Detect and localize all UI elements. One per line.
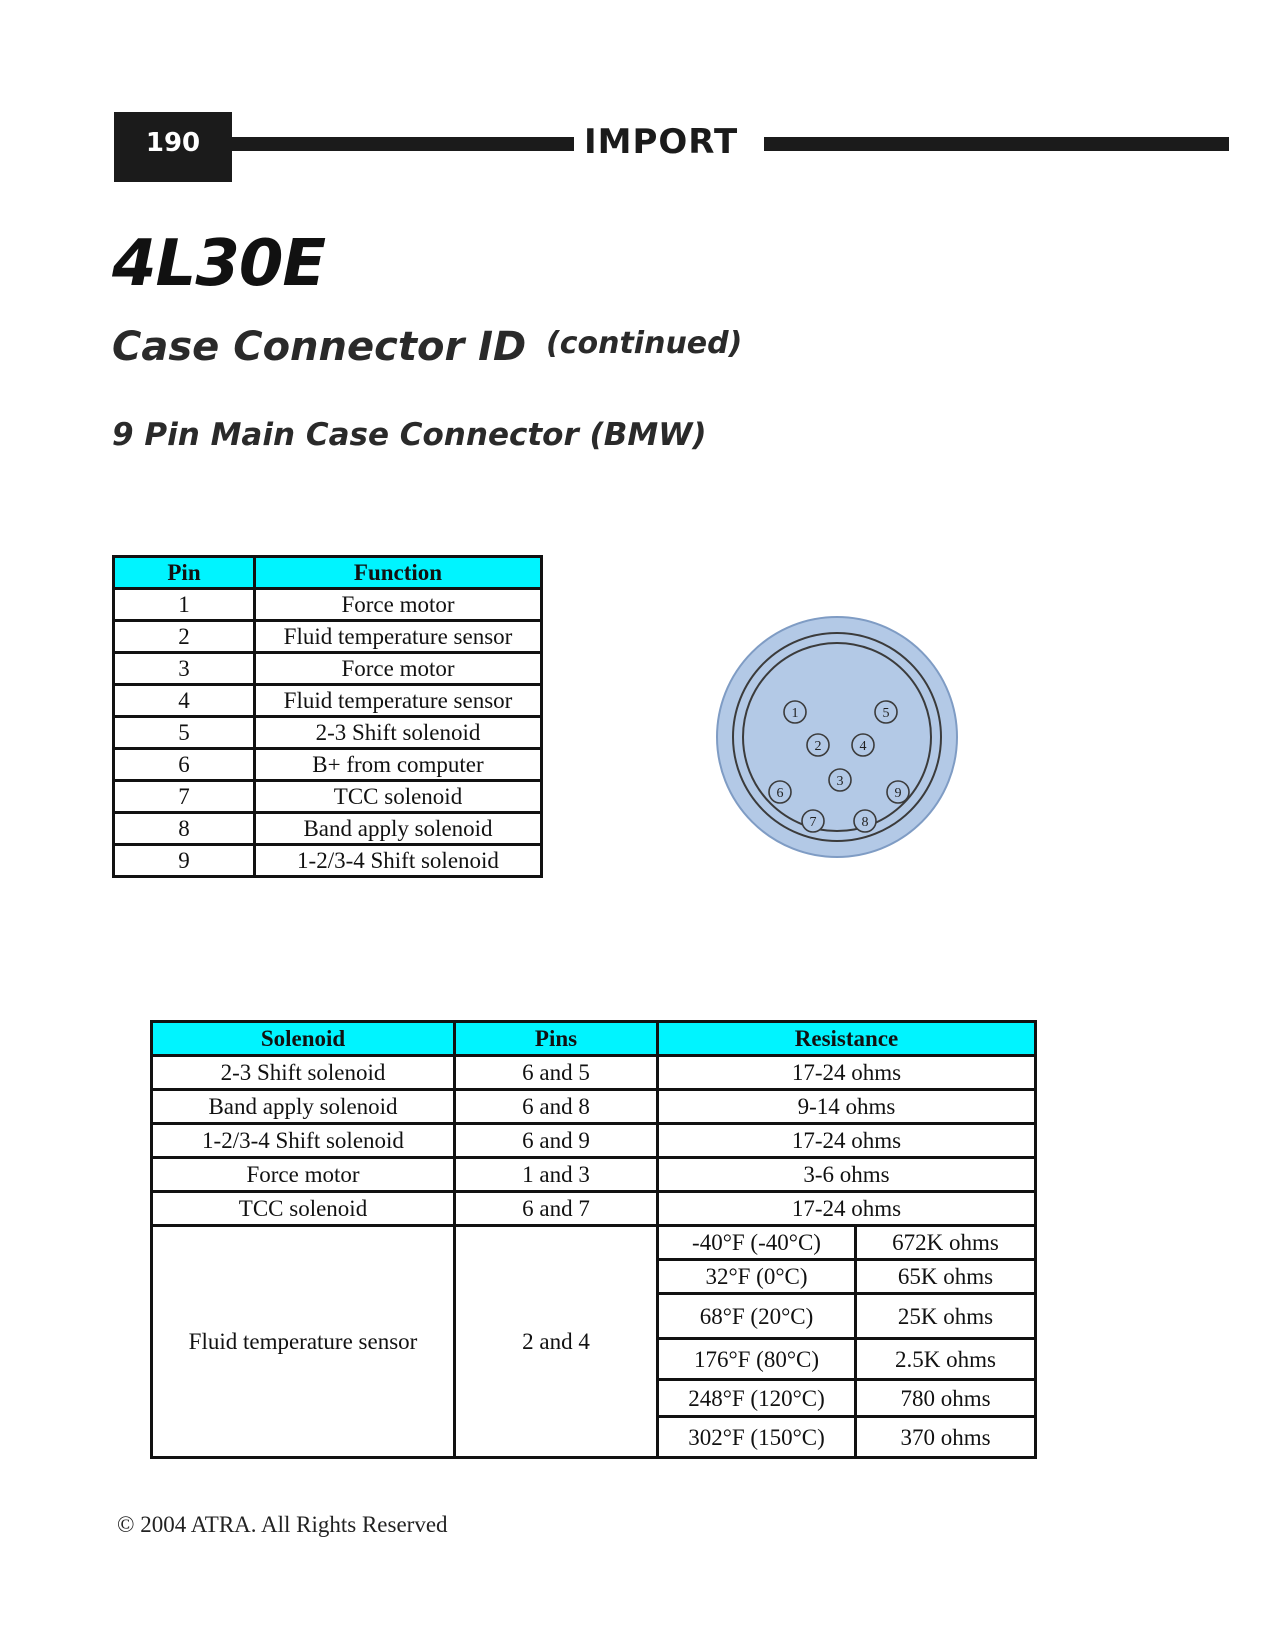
solenoid-cell: 1-2/3-4 Shift solenoid bbox=[152, 1124, 455, 1158]
solenoid-resistance-table bbox=[150, 1020, 1037, 1459]
resistance-cell: 9-14 ohms bbox=[658, 1090, 1036, 1124]
connector-pin-8 bbox=[854, 810, 876, 832]
connector-pin-4 bbox=[852, 734, 874, 756]
pin-cell: 5 bbox=[114, 717, 255, 749]
pin-label: 3 bbox=[836, 774, 844, 789]
column-header-resistance: Resistance bbox=[658, 1022, 1036, 1056]
table-row bbox=[152, 1124, 1036, 1158]
table-row bbox=[152, 1192, 1036, 1226]
function-cell: B+ from computer bbox=[255, 749, 542, 781]
solenoid-cell: Fluid temperature sensor bbox=[152, 1226, 455, 1458]
pins-cell: 6 and 5 bbox=[455, 1056, 658, 1090]
table-row bbox=[152, 1056, 1036, 1090]
table-row bbox=[114, 813, 542, 845]
table-row bbox=[152, 1158, 1036, 1192]
pin-cell: 7 bbox=[114, 781, 255, 813]
temperature-cell: 32°F (0°C) bbox=[658, 1260, 856, 1294]
pin-cell: 2 bbox=[114, 621, 255, 653]
resistance-cell: 17-24 ohms bbox=[658, 1124, 1036, 1158]
column-header-pin: Pin bbox=[114, 557, 255, 589]
solenoid-cell: Force motor bbox=[152, 1158, 455, 1192]
table-row bbox=[152, 1090, 1036, 1124]
function-cell: Force motor bbox=[255, 589, 542, 621]
pin-label: 9 bbox=[894, 786, 902, 801]
table-row bbox=[114, 717, 542, 749]
connector-pin-2 bbox=[807, 734, 829, 756]
pins-cell: 1 and 3 bbox=[455, 1158, 658, 1192]
pin-cell: 4 bbox=[114, 685, 255, 717]
pin-label: 1 bbox=[791, 706, 799, 721]
function-cell: 2-3 Shift solenoid bbox=[255, 717, 542, 749]
connector-pin-9 bbox=[887, 781, 909, 803]
connector-body bbox=[717, 617, 957, 857]
table-row bbox=[114, 621, 542, 653]
connector-pin-1 bbox=[784, 701, 806, 723]
function-cell: TCC solenoid bbox=[255, 781, 542, 813]
connector-pin-3 bbox=[829, 769, 851, 791]
solenoid-cell: Band apply solenoid bbox=[152, 1090, 455, 1124]
table-header-row bbox=[152, 1022, 1036, 1056]
sensor-resistance-cell: 672K ohms bbox=[856, 1226, 1036, 1260]
column-header-pins: Pins bbox=[455, 1022, 658, 1056]
sensor-resistance-cell: 65K ohms bbox=[856, 1260, 1036, 1294]
connector-pin-6 bbox=[769, 781, 791, 803]
pin-function-table bbox=[112, 555, 543, 878]
resistance-cell: 17-24 ohms bbox=[658, 1056, 1036, 1090]
temperature-cell: 248°F (120°C) bbox=[658, 1380, 856, 1417]
resistance-cell: 17-24 ohms bbox=[658, 1192, 1036, 1226]
solenoid-cell: 2-3 Shift solenoid bbox=[152, 1056, 455, 1090]
pins-cell: 2 and 4 bbox=[455, 1226, 658, 1458]
connector-diagram bbox=[715, 615, 960, 860]
table-row bbox=[114, 685, 542, 717]
table-row bbox=[152, 1226, 1036, 1260]
sensor-resistance-cell: 370 ohms bbox=[856, 1417, 1036, 1458]
pin-cell: 8 bbox=[114, 813, 255, 845]
connector-pin-7 bbox=[802, 810, 824, 832]
copyright-notice: © 2004 ATRA. All Rights Reserved bbox=[117, 1512, 448, 1537]
function-cell: 1-2/3-4 Shift solenoid bbox=[255, 845, 542, 877]
pin-label: 2 bbox=[814, 739, 822, 754]
resistance-cell: 3-6 ohms bbox=[658, 1158, 1036, 1192]
page-header bbox=[114, 112, 1117, 182]
temperature-cell: -40°F (-40°C) bbox=[658, 1226, 856, 1260]
sensor-resistance-cell: 25K ohms bbox=[856, 1294, 1036, 1339]
table-row bbox=[114, 589, 542, 621]
subtitle-note: (continued) bbox=[546, 326, 743, 361]
table-header-row bbox=[114, 557, 542, 589]
header-rule-left bbox=[232, 137, 574, 151]
column-header-function: Function bbox=[255, 557, 542, 589]
sensor-resistance-cell: 2.5K ohms bbox=[856, 1339, 1036, 1380]
pin-label: 5 bbox=[882, 706, 890, 721]
pins-cell: 6 and 9 bbox=[455, 1124, 658, 1158]
table-row bbox=[114, 781, 542, 813]
function-cell: Fluid temperature sensor bbox=[255, 621, 542, 653]
table-row bbox=[114, 845, 542, 877]
temperature-cell: 302°F (150°C) bbox=[658, 1417, 856, 1458]
pin-cell: 3 bbox=[114, 653, 255, 685]
pins-cell: 6 and 8 bbox=[455, 1090, 658, 1124]
page-title: 4L30E bbox=[112, 227, 326, 301]
pin-cell: 1 bbox=[114, 589, 255, 621]
sensor-resistance-cell: 780 ohms bbox=[856, 1380, 1036, 1417]
pin-label: 8 bbox=[861, 815, 869, 830]
header-rule-right bbox=[764, 137, 1229, 151]
pin-label: 7 bbox=[809, 815, 817, 830]
temperature-cell: 176°F (80°C) bbox=[658, 1339, 856, 1380]
section-title: 9 Pin Main Case Connector (BMW) bbox=[112, 417, 707, 453]
function-cell: Fluid temperature sensor bbox=[255, 685, 542, 717]
temperature-cell: 68°F (20°C) bbox=[658, 1294, 856, 1339]
page-subtitle: Case Connector ID bbox=[112, 324, 527, 370]
pin-label: 4 bbox=[859, 739, 867, 754]
pin-label: 6 bbox=[776, 786, 784, 801]
solenoid-cell: TCC solenoid bbox=[152, 1192, 455, 1226]
pins-cell: 6 and 7 bbox=[455, 1192, 658, 1226]
table-row bbox=[114, 749, 542, 781]
function-cell: Band apply solenoid bbox=[255, 813, 542, 845]
section-label: IMPORT bbox=[584, 122, 739, 162]
function-cell: Force motor bbox=[255, 653, 542, 685]
column-header-solenoid: Solenoid bbox=[152, 1022, 455, 1056]
pin-cell: 6 bbox=[114, 749, 255, 781]
pin-cell: 9 bbox=[114, 845, 255, 877]
table-row bbox=[114, 653, 542, 685]
connector-pin-5 bbox=[875, 701, 897, 723]
page-number: 190 bbox=[114, 112, 232, 182]
